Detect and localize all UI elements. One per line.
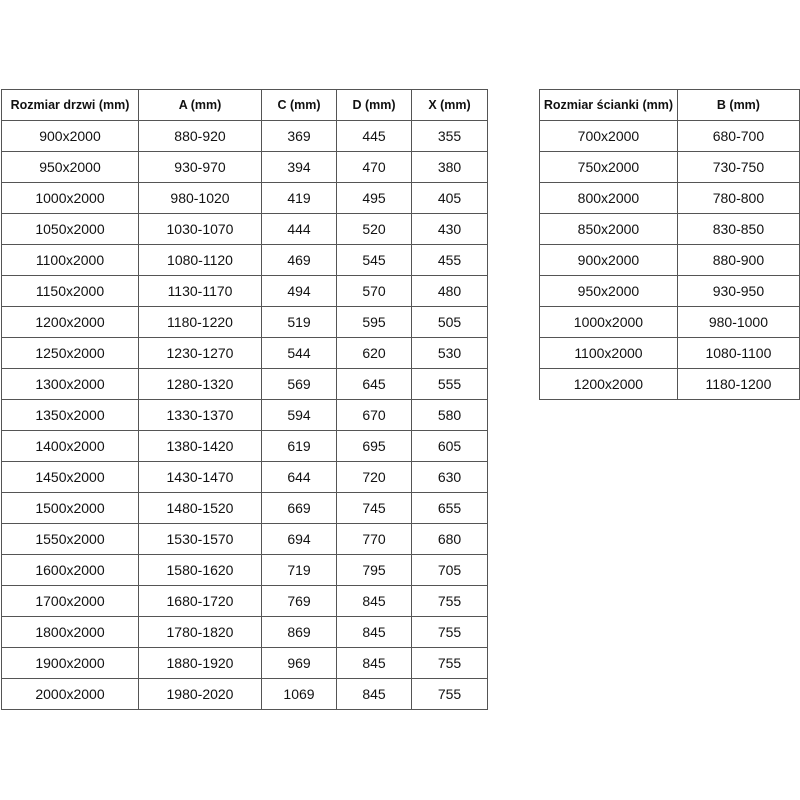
table-cell: 830-850 <box>677 214 799 245</box>
table-cell: 1200x2000 <box>2 307 139 338</box>
table-cell: 880-920 <box>139 121 262 152</box>
table-row <box>2 214 488 245</box>
table-row <box>540 276 800 307</box>
table-row <box>2 648 488 679</box>
table-cell: 1480-1520 <box>139 493 262 524</box>
table-cell: 1300x2000 <box>2 369 139 400</box>
table-cell: 495 <box>337 183 412 214</box>
table-cell: 670 <box>337 400 412 431</box>
table-row <box>2 431 488 462</box>
table-row <box>2 586 488 617</box>
table-cell: 444 <box>262 214 337 245</box>
table-cell: 594 <box>262 400 337 431</box>
table-cell: 1330-1370 <box>139 400 262 431</box>
table-row <box>540 214 800 245</box>
table-cell: 580 <box>412 400 488 431</box>
table-cell: 1980-2020 <box>139 679 262 710</box>
table-row <box>2 121 488 152</box>
table-row <box>2 679 488 710</box>
column-header: Rozmiar drzwi (mm) <box>2 90 139 121</box>
table-cell: 1380-1420 <box>139 431 262 462</box>
table-cell: 950x2000 <box>2 152 139 183</box>
column-header: Rozmiar ścianki (mm) <box>540 90 678 121</box>
table-row <box>540 307 800 338</box>
table-cell: 700x2000 <box>540 121 678 152</box>
table-cell: 1700x2000 <box>2 586 139 617</box>
table-cell: 800x2000 <box>540 183 678 214</box>
table-cell: 2000x2000 <box>2 679 139 710</box>
table-cell: 745 <box>337 493 412 524</box>
table-cell: 419 <box>262 183 337 214</box>
table-cell: 1400x2000 <box>2 431 139 462</box>
table-cell: 1100x2000 <box>2 245 139 276</box>
table-cell: 755 <box>412 586 488 617</box>
table-cell: 1100x2000 <box>540 338 678 369</box>
door-sizes-table <box>1 89 488 710</box>
table-row <box>540 152 800 183</box>
table-cell: 520 <box>337 214 412 245</box>
table-cell: 880-900 <box>677 245 799 276</box>
table-row <box>2 400 488 431</box>
table-row <box>2 462 488 493</box>
table-row <box>2 183 488 214</box>
table-cell: 680-700 <box>677 121 799 152</box>
table-cell: 950x2000 <box>540 276 678 307</box>
table-cell: 1250x2000 <box>2 338 139 369</box>
table-cell: 369 <box>262 121 337 152</box>
table-cell: 595 <box>337 307 412 338</box>
table-row <box>2 555 488 586</box>
table-cell: 430 <box>412 214 488 245</box>
table-cell: 1780-1820 <box>139 617 262 648</box>
table-cell: 980-1020 <box>139 183 262 214</box>
table-cell: 1800x2000 <box>2 617 139 648</box>
table-cell: 655 <box>412 493 488 524</box>
table-cell: 795 <box>337 555 412 586</box>
table-cell: 1200x2000 <box>540 369 678 400</box>
table-row <box>540 338 800 369</box>
table-cell: 695 <box>337 431 412 462</box>
table-cell: 469 <box>262 245 337 276</box>
table-cell: 1350x2000 <box>2 400 139 431</box>
table-cell: 730-750 <box>677 152 799 183</box>
table-cell: 1450x2000 <box>2 462 139 493</box>
table-cell: 519 <box>262 307 337 338</box>
column-header: X (mm) <box>412 90 488 121</box>
table-cell: 770 <box>337 524 412 555</box>
table-cell: 969 <box>262 648 337 679</box>
table-cell: 619 <box>262 431 337 462</box>
table-cell: 544 <box>262 338 337 369</box>
table-cell: 719 <box>262 555 337 586</box>
table-cell: 1600x2000 <box>2 555 139 586</box>
column-header: A (mm) <box>139 90 262 121</box>
table-cell: 845 <box>337 679 412 710</box>
table-cell: 630 <box>412 462 488 493</box>
table-cell: 869 <box>262 617 337 648</box>
table-cell: 1180-1220 <box>139 307 262 338</box>
table-cell: 555 <box>412 369 488 400</box>
table-cell: 494 <box>262 276 337 307</box>
table-cell: 1050x2000 <box>2 214 139 245</box>
door-sizes-header <box>2 90 488 121</box>
table-cell: 1680-1720 <box>139 586 262 617</box>
table-cell: 980-1000 <box>677 307 799 338</box>
table-cell: 545 <box>337 245 412 276</box>
table-row <box>2 617 488 648</box>
table-cell: 694 <box>262 524 337 555</box>
column-header: B (mm) <box>677 90 799 121</box>
column-header: C (mm) <box>262 90 337 121</box>
table-cell: 1150x2000 <box>2 276 139 307</box>
table-row <box>540 121 800 152</box>
table-cell: 680 <box>412 524 488 555</box>
table-cell: 1000x2000 <box>2 183 139 214</box>
table-cell: 755 <box>412 679 488 710</box>
table-cell: 1130-1170 <box>139 276 262 307</box>
door-sizes-body <box>2 121 488 710</box>
table-cell: 455 <box>412 245 488 276</box>
table-cell: 1280-1320 <box>139 369 262 400</box>
table-cell: 620 <box>337 338 412 369</box>
table-cell: 1500x2000 <box>2 493 139 524</box>
table-cell: 1880-1920 <box>139 648 262 679</box>
table-cell: 705 <box>412 555 488 586</box>
table-cell: 1230-1270 <box>139 338 262 369</box>
table-cell: 394 <box>262 152 337 183</box>
table-row <box>2 493 488 524</box>
table-cell: 644 <box>262 462 337 493</box>
table-cell: 405 <box>412 183 488 214</box>
table-cell: 720 <box>337 462 412 493</box>
table-cell: 505 <box>412 307 488 338</box>
table-cell: 769 <box>262 586 337 617</box>
table-row <box>2 152 488 183</box>
table-row <box>2 369 488 400</box>
table-cell: 1550x2000 <box>2 524 139 555</box>
table-row <box>540 245 800 276</box>
table-cell: 1530-1570 <box>139 524 262 555</box>
table-cell: 1069 <box>262 679 337 710</box>
wall-sizes-header <box>540 90 800 121</box>
table-cell: 755 <box>412 617 488 648</box>
table-cell: 570 <box>337 276 412 307</box>
door-sizes-header-row <box>2 90 488 121</box>
table-row <box>2 245 488 276</box>
table-cell: 1080-1100 <box>677 338 799 369</box>
table-cell: 1030-1070 <box>139 214 262 245</box>
table-cell: 900x2000 <box>540 245 678 276</box>
column-header: D (mm) <box>337 90 412 121</box>
table-cell: 780-800 <box>677 183 799 214</box>
table-row <box>2 276 488 307</box>
table-row <box>2 338 488 369</box>
table-row <box>540 183 800 214</box>
table-cell: 930-970 <box>139 152 262 183</box>
table-row <box>2 307 488 338</box>
table-cell: 569 <box>262 369 337 400</box>
wall-sizes-body <box>540 121 800 400</box>
table-row <box>2 524 488 555</box>
table-cell: 845 <box>337 648 412 679</box>
table-cell: 1580-1620 <box>139 555 262 586</box>
table-cell: 755 <box>412 648 488 679</box>
table-cell: 380 <box>412 152 488 183</box>
wall-sizes-table <box>539 89 800 400</box>
table-cell: 1080-1120 <box>139 245 262 276</box>
table-cell: 645 <box>337 369 412 400</box>
wall-sizes-header-row <box>540 90 800 121</box>
table-cell: 1430-1470 <box>139 462 262 493</box>
table-cell: 530 <box>412 338 488 369</box>
table-cell: 1180-1200 <box>677 369 799 400</box>
table-cell: 470 <box>337 152 412 183</box>
table-cell: 845 <box>337 617 412 648</box>
table-cell: 930-950 <box>677 276 799 307</box>
table-cell: 669 <box>262 493 337 524</box>
table-cell: 480 <box>412 276 488 307</box>
table-cell: 1000x2000 <box>540 307 678 338</box>
table-cell: 605 <box>412 431 488 462</box>
table-cell: 1900x2000 <box>2 648 139 679</box>
table-cell: 355 <box>412 121 488 152</box>
table-cell: 900x2000 <box>2 121 139 152</box>
table-row <box>540 369 800 400</box>
table-cell: 750x2000 <box>540 152 678 183</box>
table-cell: 445 <box>337 121 412 152</box>
table-cell: 845 <box>337 586 412 617</box>
table-cell: 850x2000 <box>540 214 678 245</box>
